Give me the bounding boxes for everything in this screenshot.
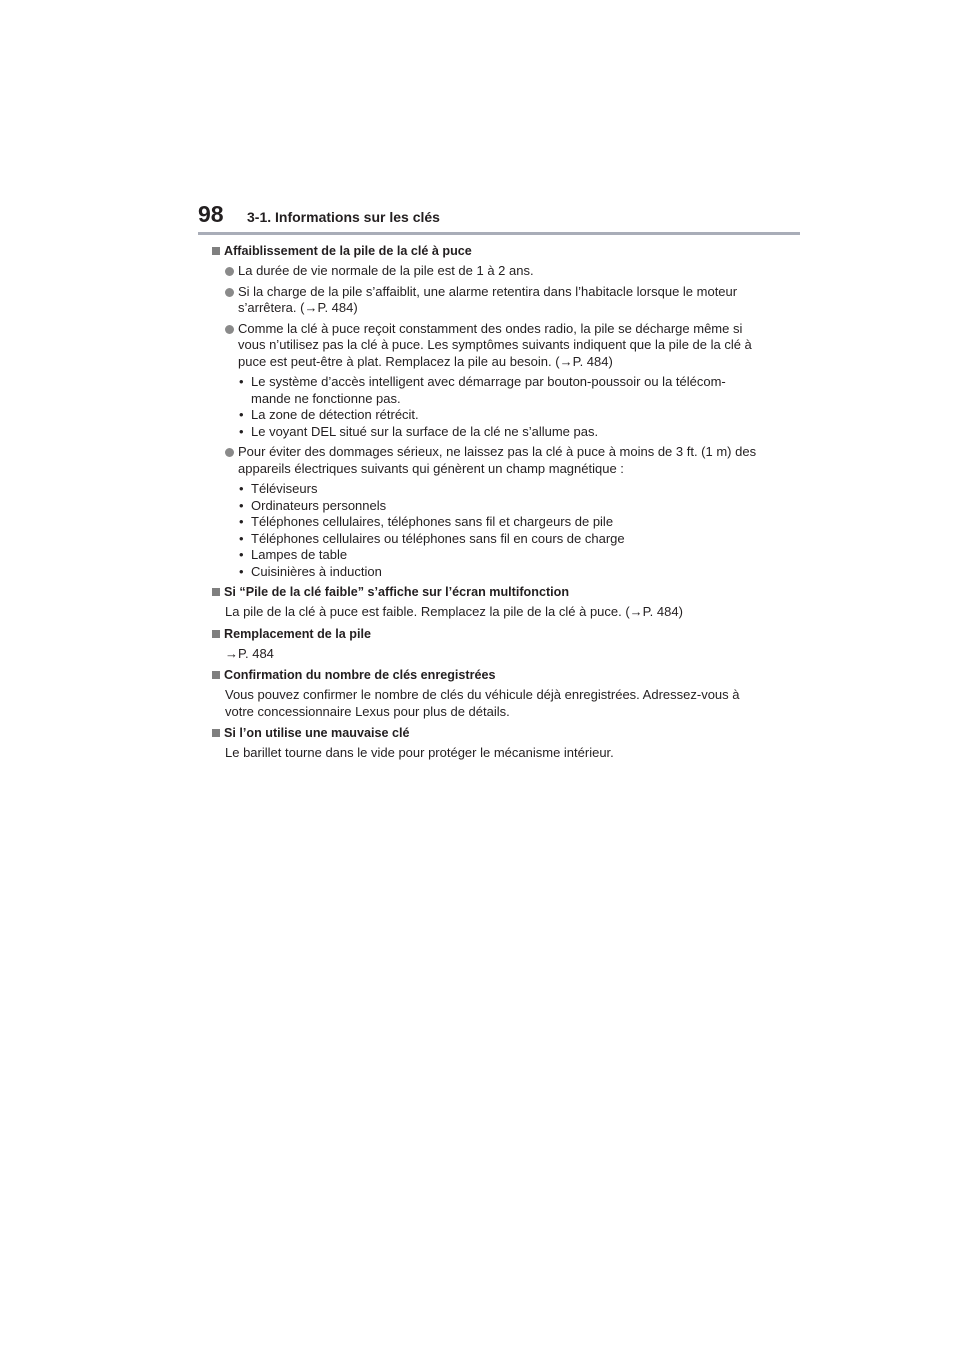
section-registered-keys: [212, 667, 757, 720]
square-bullet-icon: [212, 729, 220, 737]
page-header: [198, 200, 800, 236]
symptom-item: • Le voyant DEL situé sur la surface de la clé ne s’allume pas.: [239, 423, 599, 439]
device-item: • Téléphones cellulaires ou téléphones sans fil en cours de charge: [239, 530, 625, 546]
round-bullet-icon: [225, 267, 234, 276]
device-list: [212, 481, 757, 580]
page-content: [212, 243, 757, 767]
device-item: • Ordinateurs personnels: [239, 497, 387, 513]
symptom-item: • Le système d’accès intelligent avec démarrage par bouton-poussoir ou la télécom- mande ne fonctionne pas.: [239, 374, 726, 406]
bullet-item: La durée de vie normale de la pile est de 1 à 2 ans.: [212, 263, 757, 280]
section-wrong-key: [212, 725, 757, 762]
device-item: • Lampes de table: [239, 547, 348, 562]
square-bullet-icon: [212, 630, 220, 638]
section-title: 3-1. Informations sur les clés: [247, 209, 440, 225]
square-bullet-icon: [212, 588, 220, 596]
section-text: Le barillet tourne dans le vide pour protéger le mécanisme intérieur.: [225, 745, 614, 760]
round-bullet-icon: [225, 288, 234, 297]
device-item: • Téléphones cellulaires, téléphones sans fil et chargeurs de pile: [239, 514, 614, 529]
section-heading: Affaiblissement de la pile de la clé à puce: [212, 243, 757, 260]
symptom-list: [212, 374, 757, 440]
square-bullet-icon: [212, 247, 220, 255]
section-low-battery-message: [212, 584, 757, 621]
section-heading: Si l’on utilise une mauvaise clé: [212, 725, 757, 742]
bullet-item: Comme la clé à puce reçoit constamment des ondes radio, la pile se décharge même si vous n’utilisez pas la clé à puce. Les symptômes suivants indiquent que la pile de la clé à puce est peut-être à plat. Remplacez la pile au besoin. (→P. 484): [212, 321, 757, 371]
section-text: Vous pouvez confirmer le nombre de clés du véhicule déjà enregistrées. Adressez-vous à votre concessionnaire Lexus pour plus de détails.: [225, 687, 740, 719]
device-item: • Cuisinières à induction: [239, 563, 382, 579]
bullet-item: Si la charge de la pile s’affaiblit, une alarme retentira dans l’habitacle lorsque le moteur s’arrêtera. (→P. 484): [212, 284, 757, 317]
device-item: • Téléviseurs: [239, 481, 318, 496]
page-reference: →P. 484: [225, 645, 274, 661]
symptom-item: • La zone de détection rétrécit.: [239, 407, 419, 422]
round-bullet-icon: [225, 325, 234, 334]
section-heading: Si “Pile de la clé faible” s’affiche sur l’écran multifonction: [212, 584, 757, 601]
section-text: La pile de la clé à puce est faible. Remplacez la pile de la clé à puce. (→P. 484): [225, 604, 683, 619]
section-battery-replacement: [212, 626, 757, 663]
round-bullet-icon: [225, 448, 234, 457]
bullet-item: Pour éviter des dommages sérieux, ne laissez pas la clé à puce à moins de 3 ft. (1 m) des appareils électriques suivants qui génèrent un champ magnétique :: [212, 444, 757, 477]
page-number: 98: [198, 201, 224, 227]
section-battery-weakening: [212, 243, 757, 580]
square-bullet-icon: [212, 671, 220, 679]
section-heading: Remplacement de la pile: [212, 626, 757, 643]
section-heading: Confirmation du nombre de clés enregistrées: [212, 667, 757, 684]
header-rule: [198, 232, 800, 235]
